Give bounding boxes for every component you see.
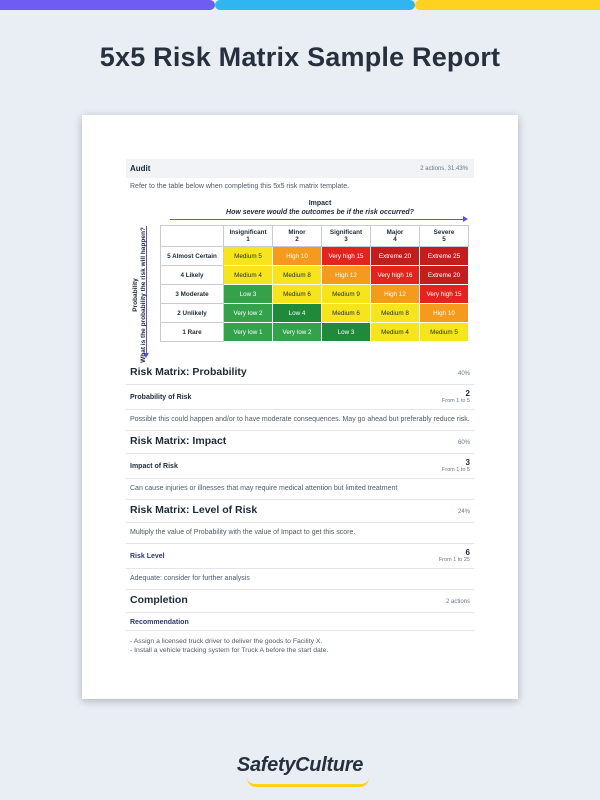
logo-underline bbox=[247, 778, 369, 787]
risk-cell: Extreme 20 bbox=[420, 266, 469, 285]
risk-cell: High 12 bbox=[322, 266, 371, 285]
impact-column-header bbox=[224, 226, 273, 247]
probability-answer bbox=[442, 390, 470, 404]
impact-column-header bbox=[420, 226, 469, 247]
risk-cell: Medium 6 bbox=[322, 304, 371, 323]
level-section-header bbox=[126, 500, 474, 523]
recommendation-label: Recommendation bbox=[126, 613, 474, 631]
level-range: From 1 to 25 bbox=[438, 557, 470, 563]
matrix-row bbox=[161, 304, 469, 323]
top-bar-yellow bbox=[415, 0, 600, 10]
probability-value: 2 bbox=[465, 389, 470, 398]
probability-axis-question: What is the probability the risk will happen? bbox=[140, 227, 147, 363]
impact-section-header bbox=[126, 431, 474, 454]
impact-column-name: Minor bbox=[288, 228, 306, 236]
probability-row-header: 2 Unlikely bbox=[161, 304, 224, 323]
report-sections bbox=[126, 362, 474, 661]
risk-cell: Medium 4 bbox=[371, 323, 420, 342]
risk-matrix bbox=[126, 200, 474, 363]
level-question-row bbox=[126, 544, 474, 569]
risk-cell: High 12 bbox=[371, 285, 420, 304]
risk-cell: Very low 2 bbox=[224, 304, 273, 323]
report-sheet bbox=[82, 115, 518, 699]
completion-section-meta: 2 actions bbox=[445, 599, 470, 605]
matrix-row bbox=[161, 247, 469, 266]
level-answer bbox=[439, 549, 470, 563]
matrix-table bbox=[160, 225, 469, 342]
probability-axis-title: Probability bbox=[132, 278, 139, 312]
matrix-row bbox=[161, 323, 469, 342]
brand-name: SafetyCulture bbox=[236, 754, 364, 776]
impact-column-name: Major bbox=[386, 228, 404, 236]
impact-question: Impact of Risk bbox=[130, 462, 178, 470]
probability-section-percent: 40% bbox=[457, 371, 470, 377]
level-note: Adequate: consider for further analysis bbox=[126, 569, 474, 590]
audit-title: Audit bbox=[130, 164, 151, 173]
probability-axis-label bbox=[132, 225, 148, 365]
impact-answer bbox=[442, 459, 470, 473]
impact-question-row bbox=[126, 454, 474, 479]
probability-section-title: Risk Matrix: Probability bbox=[130, 366, 247, 378]
impact-description: Can cause injuries or illnesses that may require medical attention but limited treatment bbox=[126, 479, 474, 500]
completion-section-header bbox=[126, 590, 474, 613]
risk-cell: Medium 4 bbox=[224, 266, 273, 285]
probability-row-header: 3 Moderate bbox=[161, 285, 224, 304]
recommendation-list bbox=[126, 631, 474, 661]
risk-cell: Low 3 bbox=[224, 285, 273, 304]
matrix-row bbox=[161, 266, 469, 285]
risk-cell: Very low 2 bbox=[273, 323, 322, 342]
probability-row-header: 1 Rare bbox=[161, 323, 224, 342]
probability-question-row bbox=[126, 385, 474, 410]
risk-cell: High 10 bbox=[273, 247, 322, 266]
impact-column-header bbox=[371, 226, 420, 247]
level-section-percent: 24% bbox=[457, 509, 470, 515]
impact-column-name: Severe bbox=[433, 228, 455, 236]
risk-cell: Very high 15 bbox=[322, 247, 371, 266]
probability-question: Probability of Risk bbox=[130, 393, 192, 401]
audit-meta: 2 actions, 31.43% bbox=[420, 165, 468, 172]
level-section-title: Risk Matrix: Level of Risk bbox=[130, 504, 258, 516]
impact-column-name: Significant bbox=[329, 228, 363, 236]
risk-cell: Very high 15 bbox=[420, 285, 469, 304]
impact-column-number: 3 bbox=[344, 236, 348, 243]
probability-description: Possible this could happen and/or to have moderate consequences. May go ahead but preferably reduce risk. bbox=[126, 410, 474, 431]
top-bar-purple bbox=[0, 0, 215, 10]
risk-cell: Very high 16 bbox=[371, 266, 420, 285]
probability-range: From 1 to 5 bbox=[441, 398, 470, 404]
matrix-row bbox=[161, 285, 469, 304]
impact-value: 3 bbox=[465, 458, 470, 467]
top-bar-blue bbox=[215, 0, 415, 10]
report-content bbox=[126, 159, 474, 654]
risk-cell: Extreme 20 bbox=[371, 247, 420, 266]
impact-column-name: Insignificant bbox=[229, 228, 267, 236]
probability-row-header: 5 Almost Certain bbox=[161, 247, 224, 266]
completion-section-title: Completion bbox=[130, 594, 188, 606]
impact-axis-question: How severe would the outcomes be if the risk occurred? bbox=[226, 209, 414, 216]
level-description: Multiply the value of Probability with the value of Impact to get this score. bbox=[126, 523, 474, 544]
impact-column-number: 1 bbox=[246, 236, 250, 243]
recommendation-item: - Install a vehicle tracking system for Truck A before the start date. bbox=[130, 647, 329, 654]
impact-section-percent: 60% bbox=[457, 440, 470, 446]
impact-column-header bbox=[273, 226, 322, 247]
matrix-corner bbox=[161, 226, 224, 247]
impact-range: From 1 to 5 bbox=[441, 467, 470, 473]
risk-cell: Very low 1 bbox=[224, 323, 273, 342]
risk-cell: High 10 bbox=[420, 304, 469, 323]
recommendation-item: - Assign a licensed truck driver to deliver the goods to Facility X. bbox=[130, 638, 323, 645]
risk-cell: Medium 9 bbox=[322, 285, 371, 304]
audit-header bbox=[126, 159, 474, 178]
impact-column-header bbox=[322, 226, 371, 247]
level-question: Risk Level bbox=[130, 552, 165, 560]
probability-section-header bbox=[126, 362, 474, 385]
level-value: 6 bbox=[465, 548, 470, 557]
risk-cell: Low 4 bbox=[273, 304, 322, 323]
impact-section-title: Risk Matrix: Impact bbox=[130, 435, 227, 447]
risk-cell: Medium 8 bbox=[273, 266, 322, 285]
matrix-header-row bbox=[161, 226, 469, 247]
impact-column-number: 4 bbox=[393, 236, 397, 243]
risk-cell: Medium 5 bbox=[420, 323, 469, 342]
audit-description: Refer to the table below when completing this 5x5 risk matrix template. bbox=[130, 183, 350, 190]
impact-axis-title: Impact bbox=[308, 200, 332, 207]
risk-cell: Medium 8 bbox=[371, 304, 420, 323]
impact-column-number: 5 bbox=[442, 236, 446, 243]
top-color-bar bbox=[0, 0, 600, 10]
impact-arrow bbox=[170, 219, 466, 220]
impact-column-number: 2 bbox=[295, 236, 299, 243]
safetyculture-logo bbox=[0, 754, 600, 777]
risk-cell: Medium 5 bbox=[224, 247, 273, 266]
risk-cell: Medium 6 bbox=[273, 285, 322, 304]
risk-cell: Low 3 bbox=[322, 323, 371, 342]
page-title: 5x5 Risk Matrix Sample Report bbox=[99, 42, 501, 72]
risk-cell: Extreme 25 bbox=[420, 247, 469, 266]
probability-row-header: 4 Likely bbox=[161, 266, 224, 285]
